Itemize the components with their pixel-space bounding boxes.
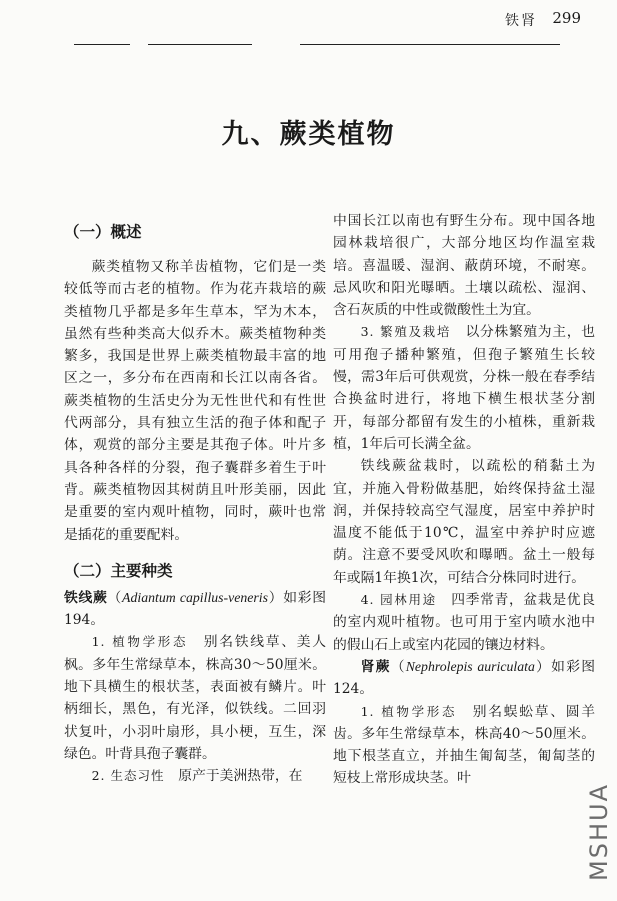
right-column [333, 210, 595, 790]
propagation-text: 以分株繁殖为主，也可用孢子播种繁殖，但孢子繁殖生长较慢，需3年后可供观赏，分株一般在春季结合换盆时进行，将地下横生根状茎分割开，每部分都留有发生的小植株，重新栽植，1年后可长满全盆。 [333, 324, 596, 452]
morphology-label: 1. 植物学形态 [91, 634, 189, 650]
species-latin-name: Adiantum capillus-veneris [122, 589, 268, 605]
morphology-paragraph [64, 631, 326, 765]
chapter-title: 九、蕨类植物 [221, 119, 396, 150]
paren-open: （ [390, 658, 406, 675]
header-rule-3 [300, 44, 560, 45]
garden-use-paragraph [333, 589, 595, 656]
propagation-label: 3. 繁殖及栽培 [360, 324, 452, 340]
ecology-label: 2. 生态习性 [91, 768, 165, 784]
paren-close: ） [534, 658, 552, 675]
species-name: 肾蕨 [360, 658, 391, 675]
morphology-text: 别名铁线草、美人枫。多年生常绿草本，株高30～50厘米。地下具横生的根状茎，表面被有鳞片。叶柄细长，黑色，有光泽，似铁线。二回羽状复叶，小羽叶扇形，具小梗，互生，深绿色。叶背具孢子囊群。 [64, 634, 327, 762]
section-heading-main-species: （二）主要种类 [64, 561, 173, 580]
species-entry-nephrolepis [333, 656, 595, 701]
ecology-text: 原产于美洲热带，在 [164, 768, 303, 785]
paren-close: ） [267, 589, 284, 606]
ecology-paragraph [64, 765, 326, 787]
header-rule-1 [74, 44, 130, 45]
morphology-label: 1. 植物学形态 [360, 703, 458, 719]
left-column [64, 210, 326, 788]
species-entry-adiantum [64, 587, 326, 632]
species-name: 铁线蕨 [64, 589, 108, 606]
species-plate-ref: 如彩图124。 [333, 658, 596, 698]
propagation-paragraph [333, 321, 595, 455]
species-plate-ref: 如彩图194。 [64, 589, 327, 629]
garden-use-text: 四季常青，盆栽是优良的室内观叶植物。也可用于室内喷水池中的假山石上或室内花园的镶边材料。 [333, 592, 596, 653]
watermark: MSHUA [585, 783, 613, 881]
page-number: 299 [552, 9, 581, 27]
garden-use-label: 4. 园林用途 [360, 592, 437, 608]
section-heading-overview: （一）概述 [64, 223, 142, 241]
header-rule-2 [148, 44, 252, 45]
pot-culture-paragraph: 铁线蕨盆栽时，以疏松的稍黏土为宜，并施入骨粉做基肥，始终保持盆土湿润，并保持较高空气湿度，居室中养护时温度不能低于10℃，温室中养护时应遮荫。注意不要受风吹和曝晒。盆土一般每年或隔1年换1次，可结合分株同时进行。 [333, 458, 595, 586]
species-latin-name: Nephrolepis auriculata [405, 658, 535, 674]
ecology-continued-paragraph: 中国长江以南也有野生分布。现中国各地园林栽培很广，大部分地区均作温室栽培。喜温暖、湿润、蔽荫环境，不耐寒。忌风吹和阳光曝晒。土壤以疏松、湿润、含石灰质的中性或微酸性土为宜。 [333, 213, 595, 319]
overview-paragraph: 蕨类植物又称羊齿植物，它们是一类较低等而古老的植物。作为花卉栽培的蕨类植物几乎都是多年生草本，罕为木本，虽然有些种类高大似乔木。蕨类植物种类繁多，我国是世界上蕨类植物最丰富的地区之一，多分布在西南和长江以南各省。蕨类植物的生活史分为无性世代和有性世代两部分，具有独立生活的孢子体和配子体，观赏的部分主要是其孢子体。叶片多具各种各样的分裂，孢子囊群多着生于叶背。蕨类植物因其树荫且叶形美丽，因此是重要的室内观叶植物，同时，蕨叶也常是插花的重要配料。 [64, 259, 326, 543]
paren-open: （ [107, 589, 123, 606]
morphology-text: 别名蜈蚣草、圆羊齿。多年生常绿草本，株高40～50厘米。地下根茎直立，并抽生匍匐茎，匍匐茎的短枝上常形成块茎。叶 [333, 703, 596, 787]
nephrolepis-morphology-paragraph [333, 701, 595, 790]
running-header: 铁肾 [505, 13, 537, 29]
